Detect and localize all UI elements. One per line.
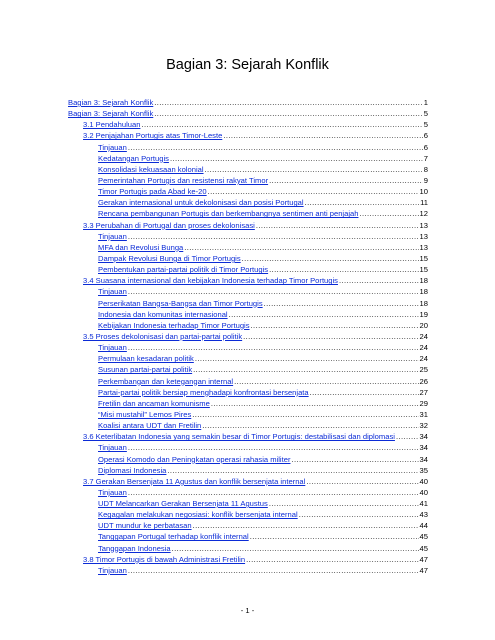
toc-entry-link[interactable]: 3.7 Gerakan Bersenjata 11 Agustus dan konflik bersenjata internal	[83, 476, 306, 486]
toc-leader-dots	[172, 543, 419, 554]
toc-entry-page-number: 45	[419, 543, 428, 553]
toc-entry[interactable]	[68, 398, 428, 409]
toc-entry-link[interactable]: MFA dan Revolusi Bunga	[98, 242, 184, 252]
toc-entry[interactable]	[68, 454, 428, 465]
toc-entry-page-number: 1	[423, 98, 428, 107]
toc-entry-page-number: 45	[419, 532, 428, 542]
toc-entry-link[interactable]: Permulaan kesadaran politik	[98, 354, 194, 364]
toc-leader-dots	[154, 108, 422, 119]
toc-leader-dots	[396, 431, 419, 442]
toc-entry[interactable]	[68, 531, 428, 542]
toc-entry[interactable]	[68, 376, 428, 387]
toc-entry[interactable]	[68, 130, 428, 141]
toc-entry[interactable]	[68, 565, 428, 576]
toc-entry[interactable]	[68, 186, 428, 197]
toc-entry-link[interactable]: Tanggapan Indonesia	[98, 543, 171, 553]
toc-entry-page-number: 5	[423, 109, 428, 119]
toc-leader-dots	[250, 531, 419, 542]
toc-entry-link[interactable]: Tinjauan	[98, 343, 127, 353]
toc-entry[interactable]	[68, 197, 428, 208]
toc-leader-dots	[205, 164, 423, 175]
toc-entry[interactable]	[68, 309, 428, 320]
toc-entry-link[interactable]: Kegagalan melakukan negosiasi: konflik bersenjata internal	[98, 510, 298, 520]
toc-entry[interactable]	[68, 431, 428, 442]
table-of-contents	[68, 97, 428, 576]
toc-entry-page-number: 41	[419, 499, 428, 509]
toc-entry-link[interactable]: Rencana pembangunan Portugis dan berkembangnya sentimen anti penjajah	[98, 209, 359, 219]
toc-entry[interactable]	[68, 554, 428, 565]
toc-entry-page-number: 34	[419, 454, 428, 464]
toc-entry-page-number: 26	[419, 376, 428, 386]
toc-entry-page-number: 24	[419, 331, 428, 341]
toc-leader-dots	[128, 487, 419, 498]
toc-leader-dots	[359, 208, 418, 219]
toc-leader-dots	[310, 387, 419, 398]
toc-leader-dots	[170, 153, 423, 164]
toc-leader-dots	[208, 186, 419, 197]
toc-leader-dots	[128, 142, 423, 153]
toc-entry-link[interactable]: Tinjauan	[98, 565, 127, 575]
toc-entry-page-number: 15	[419, 265, 428, 275]
toc-entry-page-number: 34	[419, 443, 428, 453]
toc-entry-page-number: 7	[423, 153, 428, 163]
toc-entry[interactable]	[68, 498, 428, 509]
toc-leader-dots	[246, 554, 418, 565]
toc-entry[interactable]	[68, 253, 428, 264]
toc-entry-link[interactable]: Pembentukan partai-partai politik di Timor Portugis	[98, 265, 269, 275]
toc-entry-link[interactable]: Perkembangan dan ketegangan internal	[98, 376, 234, 386]
toc-entry-page-number: 6	[423, 142, 428, 152]
toc-entry[interactable]	[68, 142, 428, 153]
toc-entry-page-number: 13	[419, 231, 428, 241]
toc-entry-page-number: 9	[423, 175, 428, 185]
toc-leader-dots	[128, 231, 419, 242]
toc-leader-dots	[269, 498, 419, 509]
toc-leader-dots	[256, 220, 419, 231]
toc-entry-page-number: 31	[419, 409, 428, 419]
toc-entry-page-number: 8	[423, 164, 428, 174]
toc-entry-link[interactable]: Perserikatan Bangsa-Bangsa dan Timor Portugis	[98, 298, 263, 308]
toc-entry-link[interactable]: 3.8 Timor Portugis di bawah Administrasi Fretilin	[83, 554, 246, 564]
toc-entry-link[interactable]: Kebijakan Indonesia terhadap Timor Portugis	[98, 320, 250, 330]
toc-entry[interactable]	[68, 520, 428, 531]
toc-leader-dots	[141, 119, 422, 130]
toc-entry-link[interactable]: Tinjauan	[98, 142, 127, 152]
toc-entry-page-number: 19	[419, 309, 428, 319]
toc-leader-dots	[269, 175, 423, 186]
toc-leader-dots	[229, 309, 419, 320]
toc-leader-dots	[299, 509, 419, 520]
toc-entry-page-number: 47	[419, 554, 428, 564]
toc-entry-page-number: 13	[419, 242, 428, 252]
toc-entry-page-number: 15	[419, 253, 428, 263]
toc-leader-dots	[154, 97, 422, 108]
toc-entry-page-number: 47	[419, 565, 428, 575]
toc-entry-link[interactable]: 3.3 Perubahan di Portugal dan proses dekolonisasi	[83, 220, 255, 230]
toc-entry[interactable]	[68, 153, 428, 164]
toc-entry-page-number: 18	[419, 276, 428, 286]
toc-entry-link[interactable]: Fretilin dan ancaman komunisme	[98, 398, 210, 408]
toc-entry[interactable]	[68, 409, 428, 420]
toc-entry-page-number: 10	[419, 187, 428, 197]
toc-entry[interactable]	[68, 286, 428, 297]
toc-entry-page-number: 11	[420, 198, 428, 208]
toc-entry-link[interactable]: Tinjauan	[98, 443, 127, 453]
toc-entry[interactable]	[68, 331, 428, 342]
toc-leader-dots	[184, 242, 418, 253]
toc-entry-link[interactable]: Koalisi antara UDT dan Fretilin	[98, 421, 202, 431]
toc-entry-link[interactable]: UDT Melancarkan Gerakan Bersenjata 11 Agustus	[98, 499, 268, 509]
toc-entry-link[interactable]: Pemerintahan Portugis dan resistensi rakyat Timor	[98, 175, 269, 185]
toc-leader-dots	[193, 364, 418, 375]
toc-entry-page-number: 43	[419, 510, 428, 520]
toc-entry-page-number: 44	[419, 521, 428, 531]
toc-entry[interactable]	[68, 97, 428, 108]
toc-entry[interactable]	[68, 264, 428, 275]
toc-entry-page-number: 29	[419, 398, 428, 408]
toc-entry-link[interactable]: Dampak Revolusi Bunga di Timor Portugis	[98, 253, 241, 263]
toc-leader-dots	[306, 476, 418, 487]
toc-entry-page-number: 34	[419, 432, 428, 442]
toc-entry-link[interactable]: Bagian 3: Sejarah Konflik	[68, 109, 154, 119]
toc-leader-dots	[128, 565, 419, 576]
toc-leader-dots	[223, 130, 422, 141]
toc-leader-dots	[339, 275, 419, 286]
toc-entry[interactable]	[68, 108, 428, 119]
toc-leader-dots	[195, 353, 419, 364]
toc-leader-dots	[242, 253, 419, 264]
toc-leader-dots	[202, 420, 418, 431]
toc-entry[interactable]	[68, 476, 428, 487]
toc-entry[interactable]	[68, 119, 428, 130]
toc-entry-link[interactable]: 3.6 Keterlibatan Indonesia yang semakin besar di Timor Portugis: destabilisasi dan diplomasi	[83, 432, 395, 442]
toc-entry[interactable]	[68, 509, 428, 520]
toc-entry-link[interactable]: Tanggapan Portugal terhadap konflik internal	[98, 532, 249, 542]
toc-leader-dots	[128, 342, 419, 353]
toc-entry-page-number: 18	[419, 298, 428, 308]
toc-entry-link[interactable]: 3.4 Suasana internasional dan kebijakan Indonesia terhadap Timor Portugis	[83, 276, 338, 286]
toc-entry[interactable]	[68, 364, 428, 375]
toc-entry-link[interactable]: Tinjauan	[98, 231, 127, 241]
toc-entry-link[interactable]: Gerakan internasional untuk dekolonisasi dan posisi Portugal	[98, 198, 304, 208]
toc-leader-dots	[291, 454, 418, 465]
toc-entry-link[interactable]: Konsolidasi kekuasaan kolonial	[98, 164, 204, 174]
toc-entry-link[interactable]: Tinjauan	[98, 487, 127, 497]
toc-entry-page-number: 40	[419, 476, 428, 486]
toc-entry[interactable]	[68, 231, 428, 242]
toc-entry[interactable]	[68, 208, 428, 219]
toc-entry-page-number: 24	[419, 343, 428, 353]
toc-leader-dots	[251, 320, 419, 331]
toc-entry-link[interactable]: Diplomasi Indonesia	[98, 465, 167, 475]
toc-leader-dots	[167, 465, 418, 476]
toc-leader-dots	[128, 286, 419, 297]
toc-entry[interactable]	[68, 164, 428, 175]
toc-entry-link[interactable]: Partai-partai politik bersiap menghadapi konfrontasi bersenjata	[98, 387, 309, 397]
toc-entry[interactable]	[68, 487, 428, 498]
toc-entry[interactable]	[68, 465, 428, 476]
toc-entry-link[interactable]: 3.1 Pendahuluan	[83, 120, 141, 130]
toc-entry-page-number: 6	[423, 131, 428, 141]
toc-entry-link[interactable]: 3.5 Proses dekolonisasi dan partai-partai politik	[83, 331, 243, 341]
toc-leader-dots	[234, 376, 418, 387]
toc-entry[interactable]	[68, 175, 428, 186]
toc-leader-dots	[269, 264, 418, 275]
toc-entry[interactable]	[68, 275, 428, 286]
toc-entry-link[interactable]: Timor Portugis pada Abad ke-20	[98, 187, 207, 197]
page-title: Bagian 3: Sejarah Konflik	[166, 57, 329, 73]
toc-leader-dots	[305, 197, 420, 208]
toc-entry[interactable]	[68, 420, 428, 431]
toc-entry-page-number: 27	[419, 387, 428, 397]
toc-entry-link[interactable]: “Misi mustahil” Lemos Pires	[98, 409, 192, 419]
toc-entry-page-number: 13	[419, 220, 428, 230]
toc-entry-page-number: 5	[423, 120, 428, 130]
toc-entry-link[interactable]: Operasi Komodo dan Peningkatan operasi rahasia militer	[98, 454, 291, 464]
toc-leader-dots	[128, 442, 419, 453]
toc-leader-dots	[264, 298, 419, 309]
toc-entry-link[interactable]: Kedatangan Portugis	[98, 153, 169, 163]
toc-entry-page-number: 18	[419, 287, 428, 297]
toc-leader-dots	[193, 520, 419, 531]
toc-leader-dots	[243, 331, 418, 342]
toc-entry-link[interactable]: Susunan partai-partai politik	[98, 365, 193, 375]
toc-entry-page-number: 35	[419, 465, 428, 475]
toc-entry[interactable]	[68, 387, 428, 398]
toc-entry[interactable]	[68, 242, 428, 253]
page-number-footer: - 1 -	[240, 606, 255, 615]
toc-entry-page-number: 40	[419, 487, 428, 497]
toc-entry[interactable]	[68, 543, 428, 554]
toc-entry-page-number: 12	[419, 209, 428, 219]
toc-entry-link[interactable]: Tinjauan	[98, 287, 127, 297]
toc-entry-link[interactable]: Indonesia dan komunitas internasional	[98, 309, 228, 319]
toc-leader-dots	[192, 409, 418, 420]
toc-entry[interactable]	[68, 320, 428, 331]
toc-entry-link[interactable]: UDT mundur ke perbatasan	[98, 521, 192, 531]
toc-entry[interactable]	[68, 442, 428, 453]
toc-entry-page-number: 24	[419, 354, 428, 364]
toc-leader-dots	[211, 398, 419, 409]
toc-entry-page-number: 25	[419, 365, 428, 375]
toc-entry-page-number: 32	[419, 421, 428, 431]
toc-entry-link[interactable]: 3.2 Penjajahan Portugis atas Timor-Leste	[83, 131, 223, 141]
toc-entry-link[interactable]: Bagian 3: Sejarah Konflik	[68, 98, 154, 107]
toc-entry-page-number: 20	[419, 320, 428, 330]
toc-entry[interactable]	[68, 220, 428, 231]
toc-entry[interactable]	[68, 353, 428, 364]
toc-entry[interactable]	[68, 342, 428, 353]
toc-entry[interactable]	[68, 298, 428, 309]
